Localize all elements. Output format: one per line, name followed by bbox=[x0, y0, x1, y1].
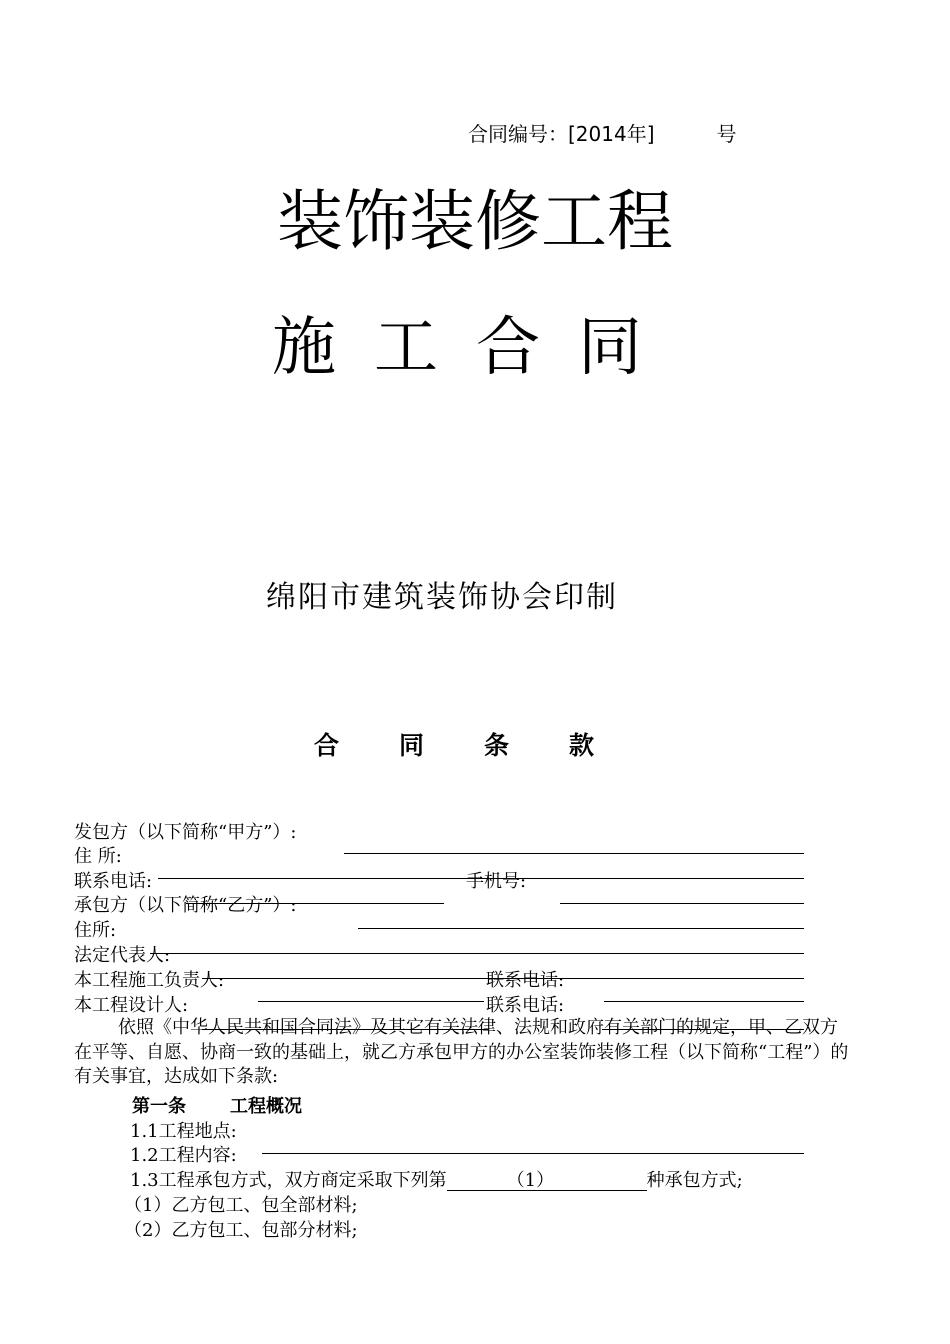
strike-line-2 bbox=[602, 1029, 804, 1030]
contractor-field-line-2[interactable] bbox=[560, 903, 804, 904]
item-1-2: 1.2工程内容: bbox=[130, 1145, 237, 1166]
employer-label: 发包方（以下简称“甲方”）: bbox=[74, 822, 297, 843]
site-manager-phone-label: 联系电话: bbox=[486, 970, 565, 991]
contract-number-label: 合同编号：[2014年] bbox=[468, 122, 655, 146]
preamble-paragraph: 依照《中华人民共和国合同法》及其它有关法律、法规和政府有关部门的规定，甲、乙双方在平等、自愿、协商一致的基础上，就乙方承包甲方的办公室装饰装修工程（以下简称“工程”）的有关事宜，达成如下条款: bbox=[74, 1017, 849, 1087]
contract-number-suffix: 号 bbox=[716, 122, 737, 146]
contact-phone-label: 联系电话: bbox=[74, 871, 153, 892]
site-manager-label: 本工程施工负责人: bbox=[74, 970, 225, 991]
title-line-1: 装饰装修工程 bbox=[277, 183, 673, 260]
legal-rep-label: 法定代表人: bbox=[74, 945, 171, 966]
contact-phone-field-line[interactable] bbox=[158, 878, 804, 879]
mobile-label: 手机号: bbox=[466, 871, 527, 892]
article-1-title: 工程概况 bbox=[230, 1096, 302, 1117]
item-1-1: 1.1工程地点: bbox=[130, 1121, 237, 1142]
strike-line bbox=[202, 1029, 488, 1030]
article-1-number: 第一条 bbox=[132, 1096, 186, 1117]
employer-address-label: 住 所: bbox=[74, 846, 122, 867]
article-1-heading bbox=[132, 1092, 302, 1118]
designer-phone-label: 联系电话: bbox=[486, 995, 565, 1016]
designer-field-line[interactable] bbox=[258, 1001, 484, 1002]
item-1-3-value[interactable]: （1） bbox=[447, 1172, 647, 1191]
legal-rep-field-line[interactable] bbox=[150, 953, 804, 954]
item-1-2-field-line[interactable] bbox=[262, 1153, 804, 1154]
contractor-field-line[interactable] bbox=[186, 903, 444, 904]
contractor-address-label: 住所: bbox=[74, 920, 117, 941]
item-1-3 bbox=[130, 1166, 743, 1192]
option-2: （2）乙方包工、包部分材料; bbox=[124, 1220, 358, 1241]
title-line-2: 施工合同 bbox=[272, 311, 680, 385]
item-1-3-prefix: 1.3工程承包方式，双方商定采取下列第 bbox=[130, 1170, 447, 1191]
designer-phone-field-line[interactable] bbox=[604, 1001, 804, 1002]
contractor-address-field-line[interactable] bbox=[358, 928, 804, 929]
clauses-heading: 合同条款 bbox=[314, 731, 655, 760]
printer-credit: 绵阳市建筑装饰协会印制 bbox=[266, 580, 618, 615]
option-1: （1）乙方包工、包全部材料; bbox=[124, 1195, 358, 1216]
item-1-3-suffix: 种承包方式; bbox=[646, 1170, 743, 1191]
employer-address-field-line[interactable] bbox=[344, 853, 804, 854]
designer-label: 本工程设计人: bbox=[74, 995, 189, 1016]
contract-number bbox=[468, 118, 737, 147]
contractor-label: 承包方（以下简称“乙方”）: bbox=[74, 895, 297, 916]
site-manager-field-line[interactable] bbox=[202, 978, 804, 979]
